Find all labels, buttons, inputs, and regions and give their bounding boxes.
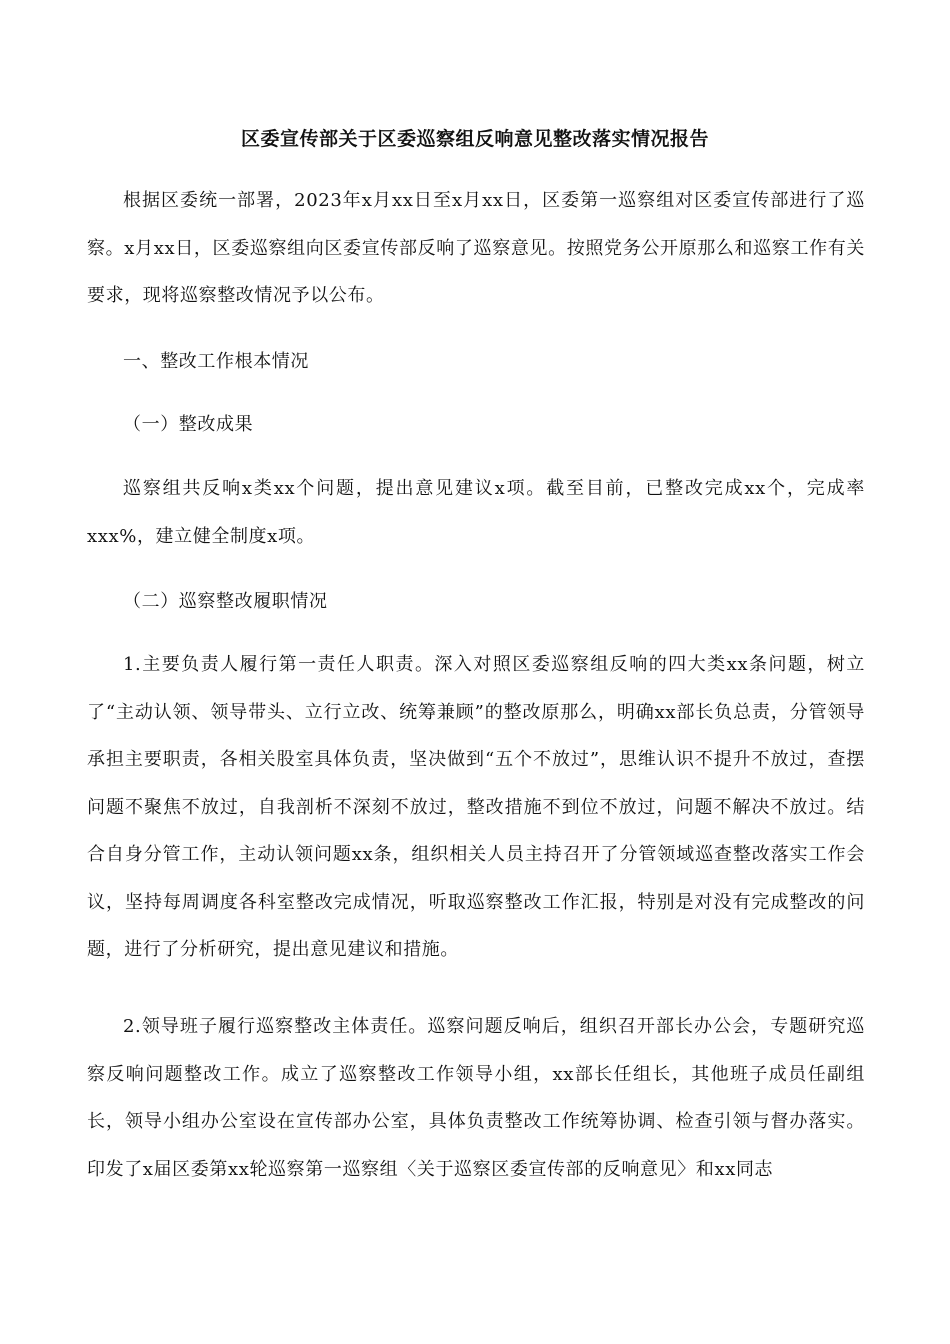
document-title: 区委宣传部关于区委巡察组反响意见整改落实情况报告 bbox=[240, 128, 709, 150]
subsection-heading-2: （二）巡察整改履职情况 bbox=[123, 591, 328, 612]
item-1-paragraph: 1.主要负责人履行第一责任人职责。深入对照区委巡察组反响的四大类xx条问题，树立了“主动认领、领导带头、立行立改、统筹兼顾”的整改原那么，明确xx部长负总责，分管领导承担主要职责，各相关股室具体负责，坚决做到“五个不放过”，思维认识不提升不放过，查摆问题不聚焦不放过，自我剖析不深刻不放过，整改措施不到位不放过，问题不解决不放过。结合自身分管工作，主动认领问题xx条，组织相关人员主持召开了分管领域巡查整改落实工作会议，坚持每周调度各科室整改完成情况，听取巡察整改工作汇报，特别是对没有完成整改的问题，进行了分析研究，提出意见建议和措施。 bbox=[87, 654, 865, 960]
intro-paragraph: 根据区委统一部署，2023年x月xx日至x月xx日，区委第一巡察组对区委宣传部进行了巡察。x月xx日，区委巡察组向区委宣传部反响了巡察意见。按照党务公开原那么和巡察工作有关要求，现将巡察整改情况予以公布。 bbox=[87, 190, 865, 306]
subsection-heading-1: （一）整改成果 bbox=[123, 414, 254, 435]
section-heading-1: 一、整改工作根本情况 bbox=[123, 351, 309, 372]
item-2-paragraph: 2.领导班子履行巡察整改主体责任。巡察问题反响后，组织召开部长办公会，专题研究巡察反响问题整改工作。成立了巡察整改工作领导小组，xx部长任组长，其他班子成员任副组长，领导小组办公室设在宣传部办公室，具体负责整改工作统筹协调、检查引领与督办落实。印发了x届区委第xx轮巡察第一巡察组〈关于巡察区委宣传部的反响意见〉和xx同志 bbox=[87, 1016, 865, 1180]
results-paragraph: 巡察组共反响x类xx个问题，提出意见建议x项。截至目前，已整改完成xx个，完成率xxx%，建立健全制度x项。 bbox=[87, 478, 865, 547]
